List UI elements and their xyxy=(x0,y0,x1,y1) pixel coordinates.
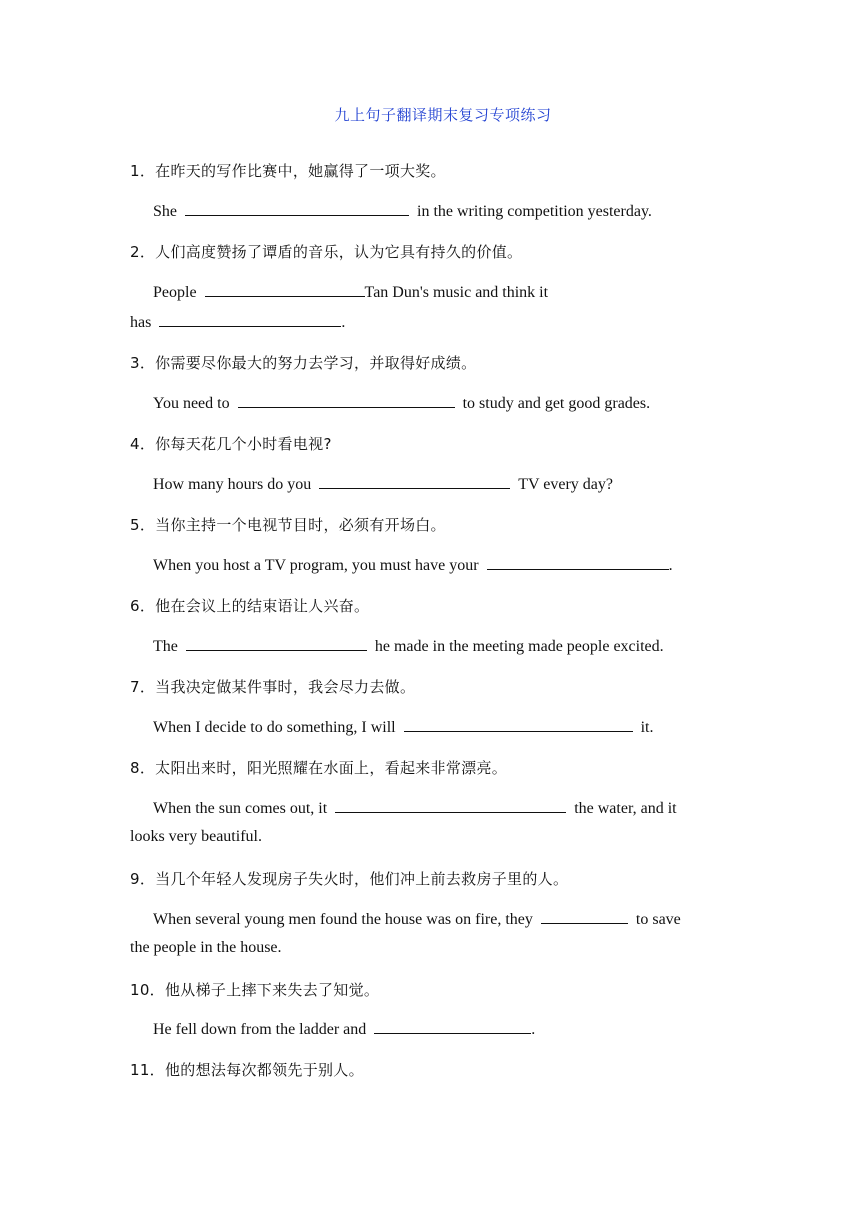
answer-blank[interactable] xyxy=(335,798,566,813)
question-2-sentence-cont: has . xyxy=(130,314,346,331)
question-1-sentence: She in the writing competition yesterday. xyxy=(153,203,652,220)
question-9-sentence-cont: the people in the house. xyxy=(130,939,282,956)
answer-blank[interactable] xyxy=(487,555,669,570)
question-5-prompt: 5．当你主持一个电视节目时，必须有开场白。 xyxy=(130,516,446,534)
question-11-prompt: 11．他的想法每次都领先于别人。 xyxy=(130,1061,364,1079)
question-7-sentence: When I decide to do something, I will it. xyxy=(153,719,654,736)
answer-blank[interactable] xyxy=(238,393,455,408)
question-10-prompt: 10．他从梯子上摔下来失去了知觉。 xyxy=(130,981,380,999)
page-title: 九上句子翻译期末复习专项练习 xyxy=(334,106,552,124)
question-8-prompt: 8．太阳出来时，阳光照耀在水面上，看起来非常漂亮。 xyxy=(130,759,508,777)
question-5-sentence: When you host a TV program, you must have your . xyxy=(153,557,673,574)
question-9-sentence: When several young men found the house was on fire, they to save xyxy=(153,911,681,928)
answer-blank[interactable] xyxy=(205,282,365,297)
answer-blank[interactable] xyxy=(404,717,633,732)
question-2-prompt: 2．人们高度赞扬了谭盾的音乐，认为它具有持久的价值。 xyxy=(130,243,523,261)
answer-blank[interactable] xyxy=(159,312,341,327)
question-6-prompt: 6．他在会议上的结束语让人兴奋。 xyxy=(130,597,370,615)
answer-blank[interactable] xyxy=(186,636,367,651)
question-10-sentence: He fell down from the ladder and . xyxy=(153,1021,536,1038)
question-4-sentence: How many hours do you TV every day? xyxy=(153,476,613,493)
answer-blank[interactable] xyxy=(541,909,628,924)
answer-blank[interactable] xyxy=(319,474,510,489)
question-3-prompt: 3．你需要尽你最大的努力去学习，并取得好成绩。 xyxy=(130,354,477,372)
question-6-sentence: The he made in the meeting made people excited. xyxy=(153,638,664,655)
answer-blank[interactable] xyxy=(374,1019,531,1034)
question-8-sentence-cont: looks very beautiful. xyxy=(130,828,262,845)
answer-blank[interactable] xyxy=(185,201,409,216)
question-2-sentence: People Tan Dun's music and think it xyxy=(153,284,549,301)
question-7-prompt: 7．当我决定做某件事时，我会尽力去做。 xyxy=(130,678,416,696)
question-1-prompt: 1．在昨天的写作比赛中，她赢得了一项大奖。 xyxy=(130,162,446,180)
question-8-sentence: When the sun comes out, it the water, and it xyxy=(153,800,677,817)
question-3-sentence: You need to to study and get good grades. xyxy=(153,395,651,412)
question-4-prompt: 4．你每天花几个小时看电视? xyxy=(130,435,332,453)
question-9-prompt: 9．当几个年轻人发现房子失火时，他们冲上前去救房子里的人。 xyxy=(130,870,569,888)
